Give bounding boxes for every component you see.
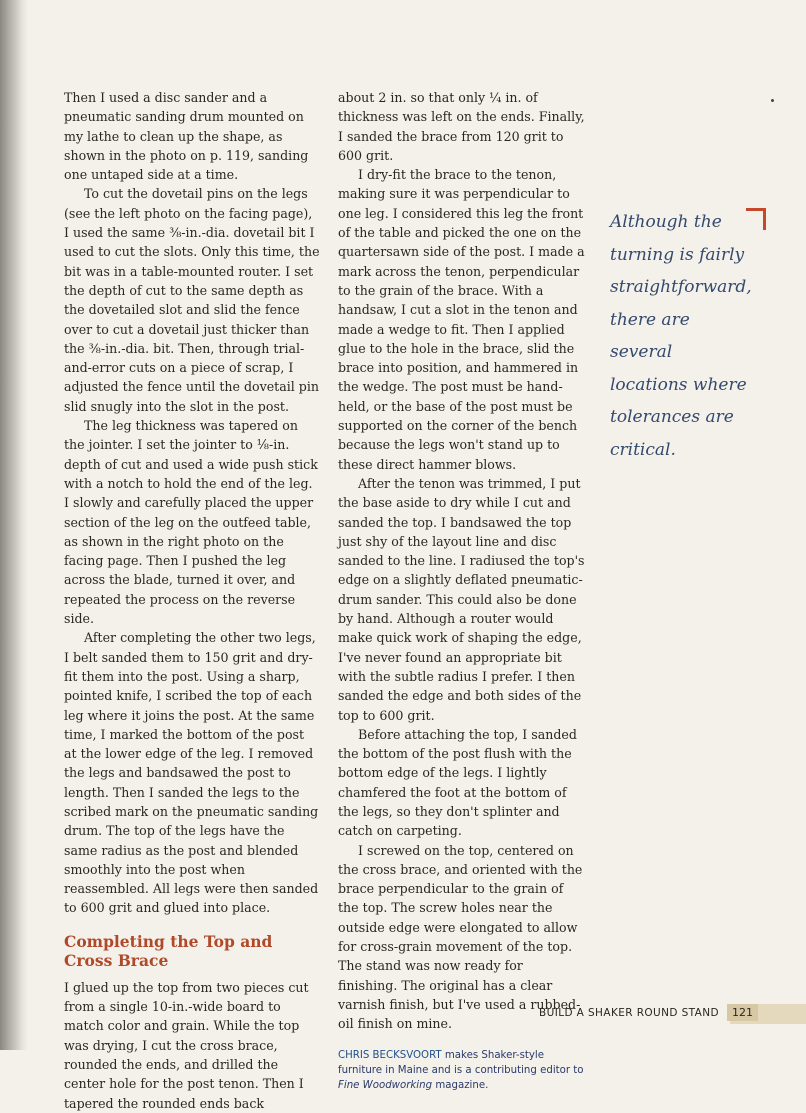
section-heading: Completing the Top and Cross Brace [64, 931, 273, 970]
text-column-middle [338, 88, 586, 1093]
pull-quote: Although the turning is fairly straightforward, there are several locations where tolerances are critical. [610, 212, 752, 460]
body-paragraph: To cut the dovetail pins on the legs (see the left photo on the facing page), I used the same ⅜-in.-dia. dovetail bit I used to cut the slots. Only this time, the bit was in a table-mounted router. I set the depth of cut to the same depth as the dovetailed slot and slid the fence over to cut a dovetail just thicker than the ⅜-in.-dia. bit. Then, through trial-and-error cuts on a piece of scrap, I adjusted the fence until the dovetail pin slid snugly into the slot in the post. [64, 186, 320, 414]
page-number: 121 [727, 1004, 758, 1021]
body-paragraph: After completing the other two legs, I belt sanded them to 150 grit and dry-fit them into the post. Using a sharp, pointed knife, I scribed the top of each leg where it joins the post. At the same time, I marked the bottom of the post at the lower edge of the leg. I removed the legs and bandsawed the post to length. Then I sanded the legs to the scribed mark on the pneumatic sanding drum. The top of the legs have the same radius as the post and blended smoothly into the post when reassembled. All legs were then sanded to 600 grit and glued into place. [64, 630, 319, 916]
print-speck [771, 99, 774, 102]
body-paragraph: After the tenon was trimmed, I put the base aside to dry while I cut and sanded the top. I bandsawed the top just shy of the layout line and disc sanded to the line. I radiused the top's edge on a slightly deflated pneumatic-drum sander. This could also be done by hand. Although a router would make quick work of shaping the edge, I've never found an appropriate bit with the subtle radius I prefer. I then sanded the edge and both sides of the top to 600 grit. [338, 475, 585, 723]
author-name: CHRIS BECKSVOORT [338, 1049, 442, 1061]
magazine-title: Fine Woodworking [338, 1079, 433, 1091]
body-paragraph: I dry-fit the brace to the tenon, making sure it was perpendicular to one leg. I considered this leg the front of the table and picked the one on the quartersawn side of the post. I made a mark across the tenon, perpendicular to the grain of the brace. With a handsaw, I cut a slot in the tenon and made a wedge to fit. Then I applied glue to the hole in the brace, slid the brace into position, and hammered in the wedge. The post must be hand-held, or the base of the post must be supported on the corner of the bench because the legs won't stand up to these direct hammer blows. [338, 167, 585, 472]
body-paragraph: Then I used a disc sander and a pneumatic sanding drum mounted on my lathe to clean up the shape, as shown in the photo on p. 119, sanding one untaped side at a time. [64, 90, 309, 183]
author-bio [338, 1048, 586, 1093]
body-paragraph: Before attaching the top, I sanded the bottom of the post flush with the bottom edge of the legs. I lightly chamfered the foot at the bottom of the legs, so they don't splinter and catch on carpeting. [338, 726, 577, 839]
body-paragraph: I screwed on the top, centered on the cross brace, and oriented with the brace perpendicular to the grain of the top. The screw holes near the outside edge were elongated to allow for cross-grain movement of the top. The stand was now ready for finishing. The original has a clear varnish finish, but I've used a rubbed-oil finish on mine. [338, 842, 583, 1032]
body-paragraph: I glued up the top from two pieces cut from a single 10-in.-wide board to match color and grain. While the top was drying, I cut the cross brace, rounded the ends, and drilled the center hole for the post tenon. Then I tapered the rounded ends back [64, 979, 309, 1111]
running-title: BUILD A SHAKER ROUND STAND [539, 1006, 719, 1019]
body-paragraph: about 2 in. so that only ¼ in. of thickness was left on the ends. Finally, I sanded the brace from 120 grit to 600 grit. [338, 90, 585, 163]
page-footer [539, 1004, 758, 1021]
author-bio-text-end: magazine. [432, 1079, 489, 1091]
page-binding-shadow [0, 0, 28, 1050]
author-bio-text: makes Shaker-style furniture in Maine and is a contributing editor to [338, 1049, 584, 1076]
text-column-left [64, 88, 320, 1113]
body-paragraph: The leg thickness was tapered on the jointer. I set the jointer to ⅛-in. depth of cut and used a wide push stick with a notch to hold the end of the leg. I slowly and carefully placed the upper section of the leg on the outfeed table, as shown in the right photo on the facing page. Then I pushed the leg across the blade, turned it over, and repeated the process on the reverse side. [64, 418, 318, 627]
